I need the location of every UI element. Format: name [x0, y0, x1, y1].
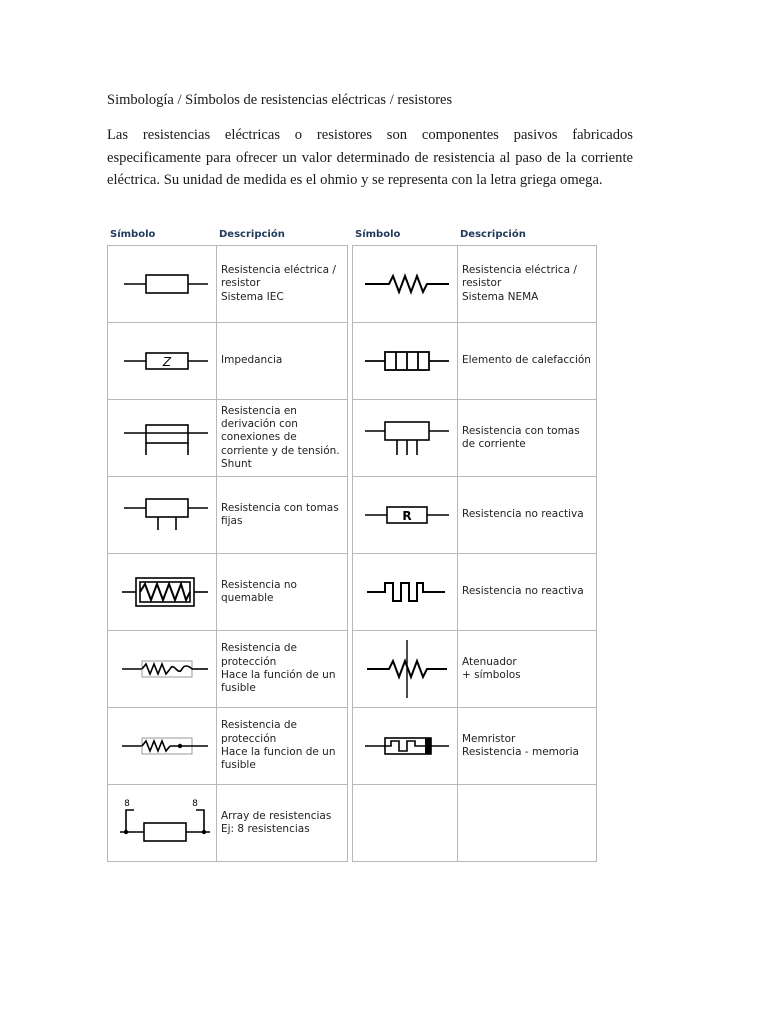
description-cell: Atenuador + símbolos [458, 631, 597, 708]
description-cell: Resistencia no quemable [217, 554, 348, 631]
fixed-taps-resistor-icon [108, 477, 217, 554]
memristor-icon [353, 708, 458, 785]
table-row [353, 477, 597, 554]
non-reactive-label: R [402, 509, 412, 523]
description-cell: Resistencia no reactiva [458, 554, 597, 631]
description-cell: Array de resistencias Ej: 8 resistencias [217, 785, 348, 862]
table-row [353, 785, 597, 862]
impedance-label: Z [162, 355, 172, 369]
table-row [108, 246, 348, 323]
table-row [353, 708, 597, 785]
empty-description-cell [458, 785, 597, 862]
description-cell: Resistencia con tomas de corriente [458, 400, 597, 477]
heating-element-icon [353, 323, 458, 400]
description-cell: Resistencia eléctrica / resistor Sistema NEMA [458, 246, 597, 323]
description-cell: Resistencia con tomas fijas [217, 477, 348, 554]
header-right-symbol: Símbolo [355, 229, 401, 240]
non-reactive-resistor-meander-icon [353, 554, 458, 631]
non-reactive-resistor-r-icon [353, 477, 458, 554]
description-cell: Resistencia no reactiva [458, 477, 597, 554]
table-row [353, 323, 597, 400]
table-row [108, 785, 348, 862]
fusible-resistor-icon [108, 631, 217, 708]
resistor-array-icon [108, 785, 217, 862]
description-cell: Resistencia de protección Hace la funcion de un fusible [217, 708, 348, 785]
table-row [353, 400, 597, 477]
table-row [108, 400, 348, 477]
description-cell: Resistencia de protección Hace la función de un fusible [217, 631, 348, 708]
table-row [108, 477, 348, 554]
symbols-table-left [107, 245, 348, 862]
resistor-nema-icon [353, 246, 458, 323]
table-row [353, 631, 597, 708]
table-row [353, 246, 597, 323]
description-cell: Elemento de calefacción [458, 323, 597, 400]
shunt-resistor-icon [108, 400, 217, 477]
protection-resistor-icon [108, 708, 217, 785]
description-cell: Memristor Resistencia - memoria [458, 708, 597, 785]
description-cell: Impedancia [217, 323, 348, 400]
resistor-iec-icon [108, 246, 217, 323]
description-cell: Resistencia eléctrica / resistor Sistema IEC [217, 246, 348, 323]
description-cell: Resistencia en derivación con conexiones de corriente y de tensión. Shunt [217, 400, 348, 477]
attenuator-icon [353, 631, 458, 708]
tapped-resistor-icon [353, 400, 458, 477]
table-row [353, 554, 597, 631]
header-left-symbol: Símbolo [110, 229, 156, 240]
table-row [108, 554, 348, 631]
empty-symbol-cell [353, 785, 458, 862]
impedance-icon [108, 323, 217, 400]
non-burnable-resistor-icon [108, 554, 217, 631]
page-title: Simbología / Símbolos de resistencias eléctricas / resistores [107, 92, 453, 108]
table-row [108, 323, 348, 400]
intro-paragraph: Las resistencias eléctricas o resistores son componentes pasivos fabricados especificamente para ofrecer un valor determinado de resistencia al paso de la corriente eléctrica. Su unidad de medida es el ohmio y se representa con la letra griega omega. [107, 127, 633, 189]
array-count-right: 8 [192, 799, 198, 809]
table-row [108, 708, 348, 785]
header-right-description: Descripción [460, 229, 526, 240]
symbols-table-right [352, 245, 597, 862]
header-left-description: Descripción [219, 229, 285, 240]
table-row [108, 631, 348, 708]
array-count-left: 8 [124, 799, 130, 809]
